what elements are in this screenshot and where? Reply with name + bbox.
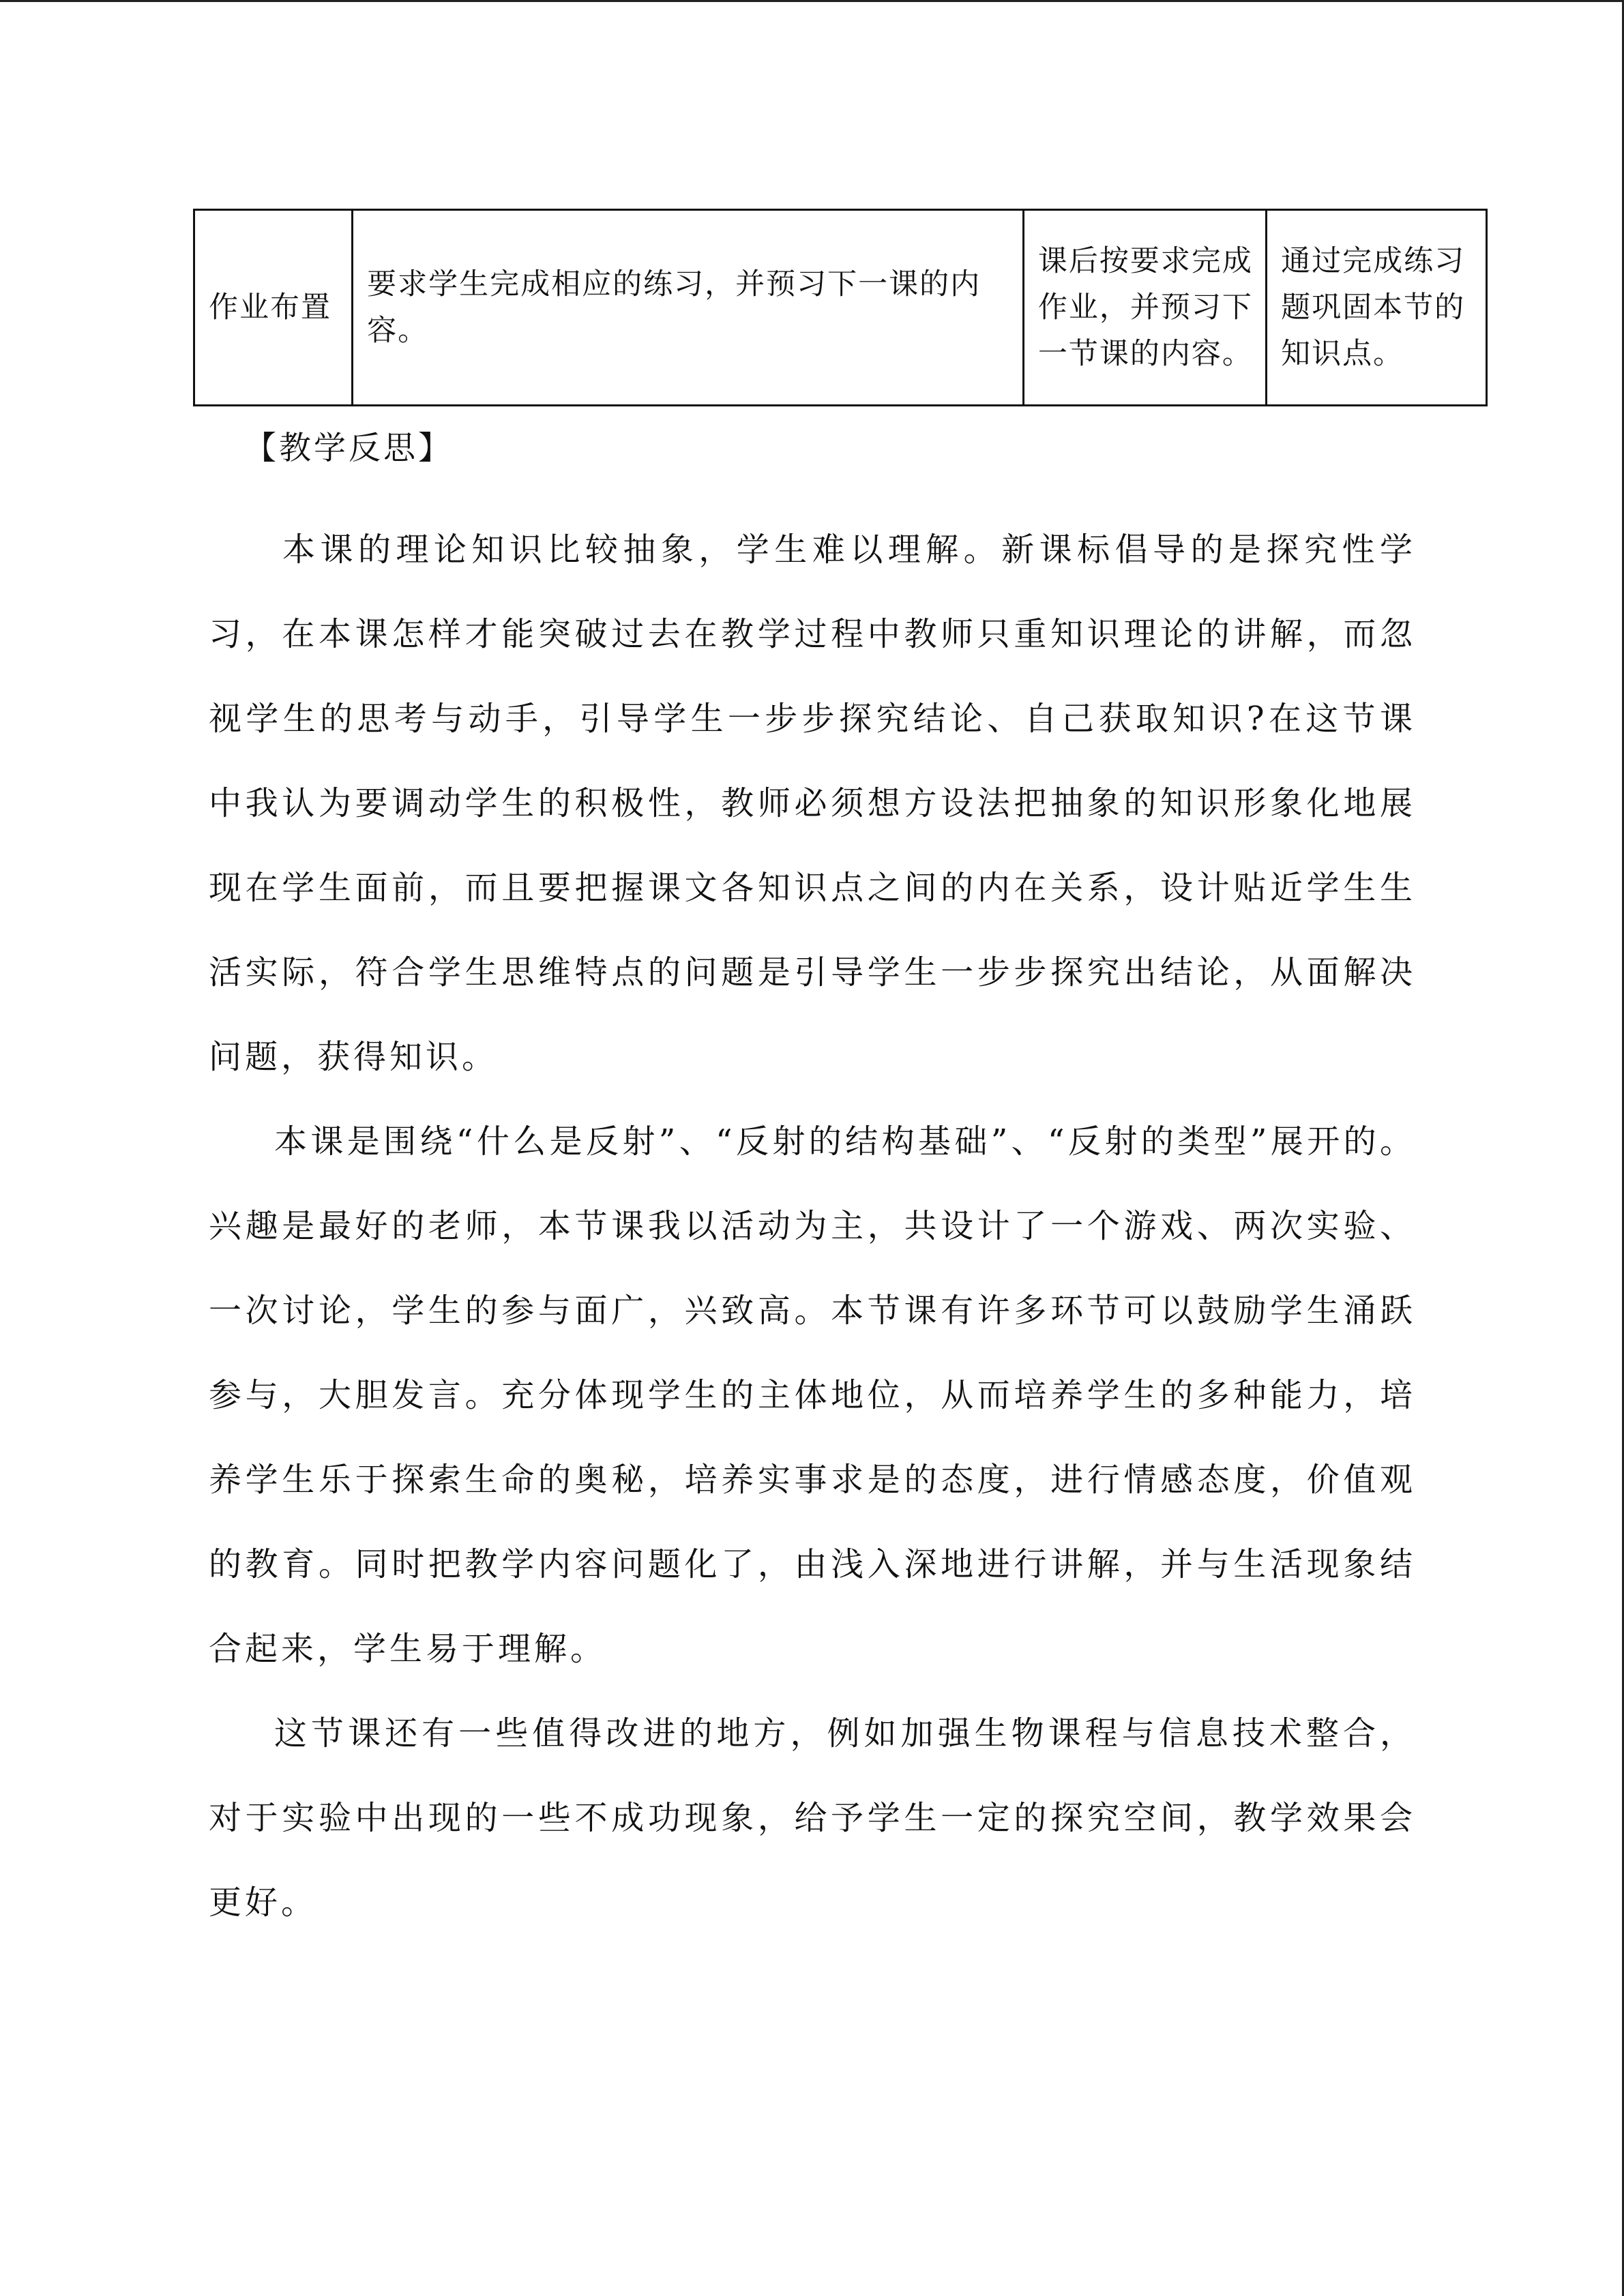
page-border-top [0, 0, 1624, 2]
paragraph: 这节课还有一些值得改进的地方，例如加强生物课程与信息技术整合，对于实验中出现的一些不成功现象，给予学生一定的探究空间，教学效果会更好。 [209, 1714, 1416, 1922]
table-row [194, 210, 1487, 406]
paragraph: 本课是围绕“什么是反射”、“反射的结构基础”、“反射的类型”展开的。兴趣是最好的老师，本节课我以活动为主，共设计了一个游戏、两次实验、一次讨论，学生的参与面广，兴致高。本节课有许多环节可以鼓励学生涌跃参与，大胆发言。充分体现学生的主体地位，从而培养学生的多种能力，培养学生乐于探索生命的奥秘，培养实事求是的态度，进行情感态度，价值观的教育。同时把教学内容问题化了，由浅入深地进行讲解，并与生活现象结合起来，学生易于理解。 [209, 1122, 1416, 1668]
reflection-body [209, 507, 1416, 1945]
student-activity-cell: 课后按要求完成作业，并预习下一节课的内容。 [1023, 210, 1266, 406]
teacher-activity-cell: 要求学生完成相应的练习，并预习下一课的内容。 [353, 210, 1024, 406]
homework-table [193, 209, 1488, 406]
stage-cell: 作业布置 [194, 210, 353, 406]
design-intent-cell: 通过完成练习题巩固本节的知识点。 [1267, 210, 1487, 406]
paragraph: 本课的理论知识比较抽象，学生难以理解。新课标倡导的是探究性学习，在本课怎样才能突破过去在教学过程中教师只重知识理论的讲解，而忽视学生的思考与动手，引导学生一步步探究结论、自己获取知识?在这节课中我认为要调动学生的积极性，教师必须想方设法把抽象的知识形象化地展现在学生面前，而且要把握课文各知识点之间的内在关系，设计贴近学生生活实际，符合学生思维特点的问题是引导学生一步步探究出结论，从面解决问题，获得知识。 [209, 531, 1416, 1076]
section-title: 【教学反思】 [244, 430, 453, 467]
